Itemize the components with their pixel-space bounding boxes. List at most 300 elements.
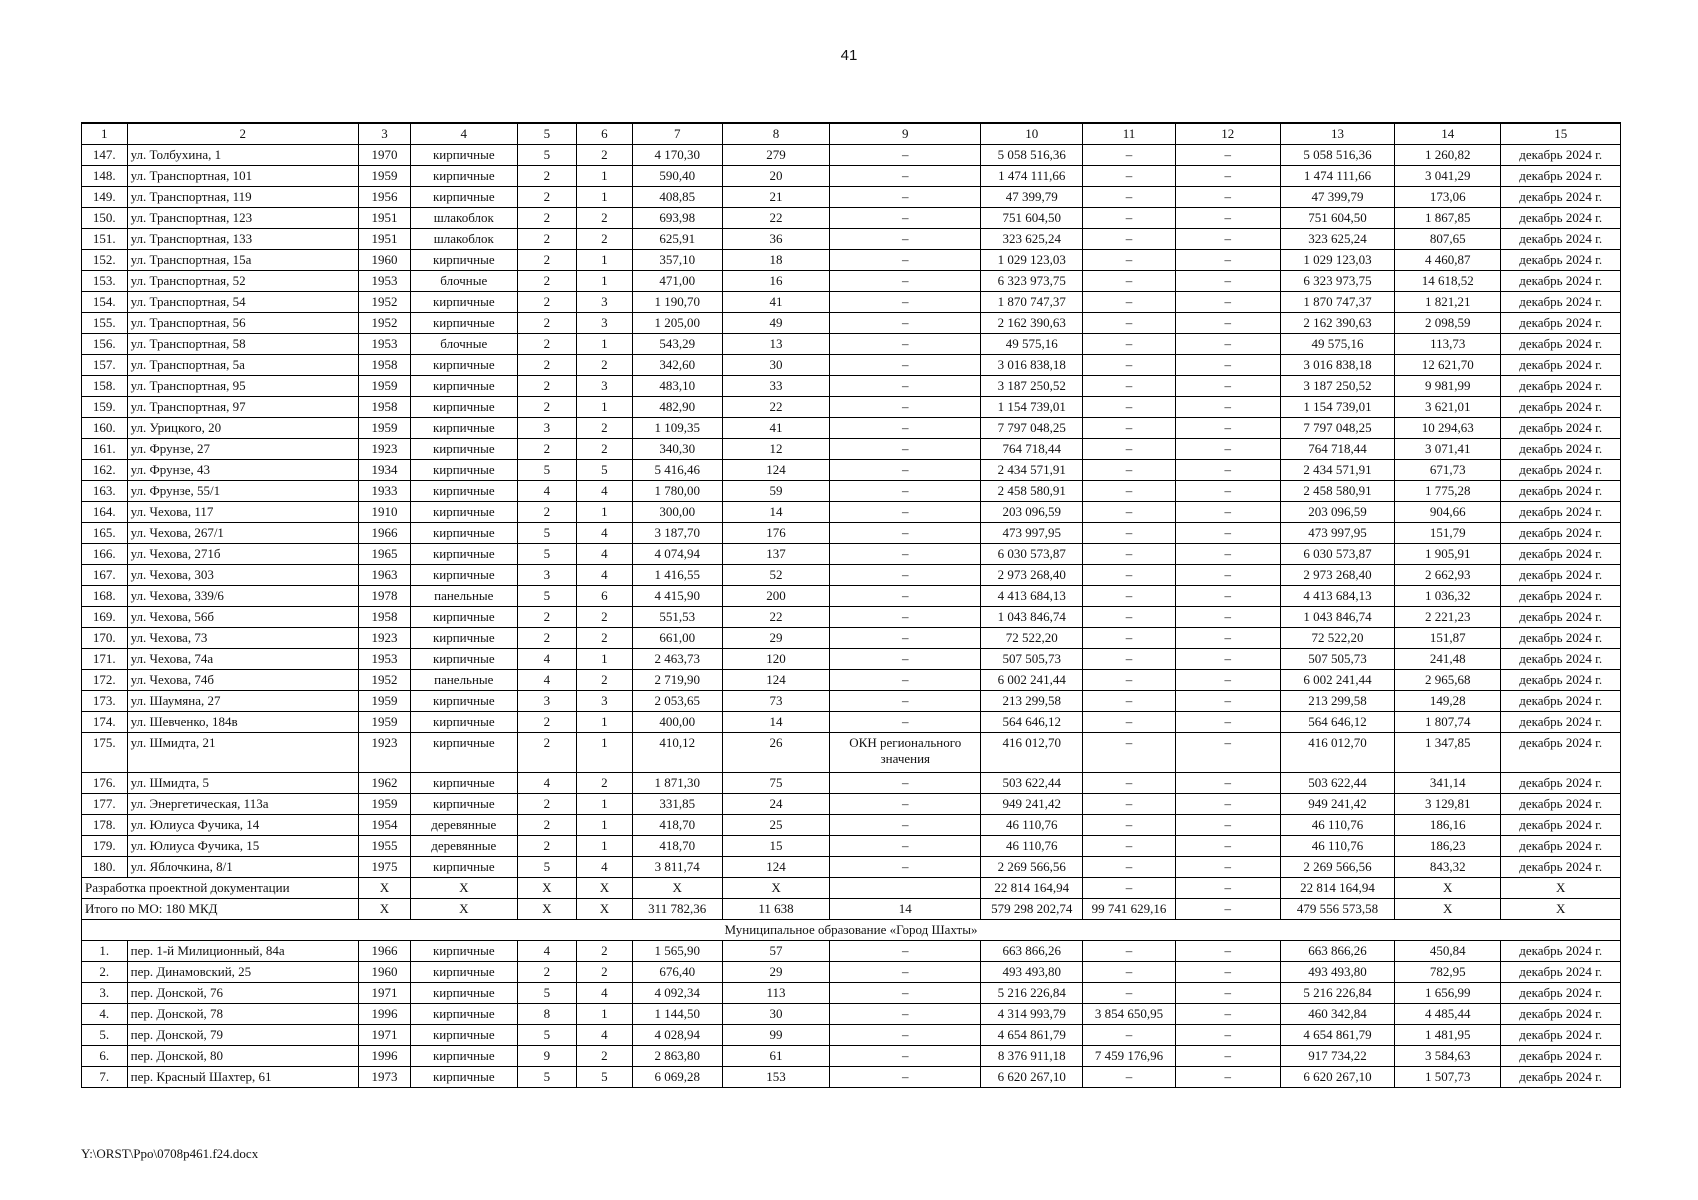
table-row <box>82 523 1621 544</box>
table-cell: декабрь 2024 г. <box>1501 145 1621 166</box>
table-cell: 1934 <box>358 460 410 481</box>
table-cell: 2 <box>577 670 632 691</box>
table-cell: 16 <box>722 271 830 292</box>
table-cell: 26 <box>722 733 830 773</box>
table-cell: – <box>830 145 981 166</box>
table-cell: 1 <box>577 187 632 208</box>
table-cell: 41 <box>722 418 830 439</box>
table-cell: – <box>830 691 981 712</box>
table-cell: ОКН регионального значения <box>830 733 981 773</box>
table-cell: кирпичные <box>411 1004 517 1025</box>
table-cell: деревянные <box>411 836 517 857</box>
table-cell: 2 <box>517 397 577 418</box>
table-cell: декабрь 2024 г. <box>1501 1067 1621 1088</box>
table-cell: 2 <box>577 229 632 250</box>
table-cell: 676,40 <box>632 962 722 983</box>
table-cell: 340,30 <box>632 439 722 460</box>
table-cell: 482,90 <box>632 397 722 418</box>
table-cell: кирпичные <box>411 439 517 460</box>
table-cell: 2. <box>82 962 128 983</box>
table-cell: 479 556 573,58 <box>1280 899 1394 920</box>
table-cell: X <box>358 899 410 920</box>
table-cell: 4 092,34 <box>632 983 722 1004</box>
table-cell: – <box>1083 376 1175 397</box>
table-cell: 5 <box>517 460 577 481</box>
table-cell: – <box>830 313 981 334</box>
table-cell: 1 481,95 <box>1395 1025 1501 1046</box>
table-cell: 764 718,44 <box>981 439 1083 460</box>
table-cell: пер. Донской, 76 <box>127 983 358 1004</box>
table-cell: 2 973 268,40 <box>1280 565 1394 586</box>
column-header: 3 <box>358 123 410 145</box>
table-cell: 2 458 580,91 <box>981 481 1083 502</box>
design-documentation-row <box>82 878 1621 899</box>
table-cell: 4 654 861,79 <box>981 1025 1083 1046</box>
table-row <box>82 313 1621 334</box>
table-cell: – <box>1175 397 1280 418</box>
table-cell: – <box>830 836 981 857</box>
table-row <box>82 271 1621 292</box>
table-cell: X <box>577 878 632 899</box>
table-cell: – <box>1083 941 1175 962</box>
table-cell: 2 973 268,40 <box>981 565 1083 586</box>
table-cell: – <box>830 712 981 733</box>
row-label: Разработка проектной документации <box>82 878 359 899</box>
table-cell: кирпичные <box>411 794 517 815</box>
table-cell: 6 620 267,10 <box>981 1067 1083 1088</box>
table-cell: X <box>632 878 722 899</box>
table-row <box>82 607 1621 628</box>
table-cell: – <box>1083 187 1175 208</box>
table-cell: 1 807,74 <box>1395 712 1501 733</box>
table-cell: кирпичные <box>411 1067 517 1088</box>
table-cell: – <box>1083 145 1175 166</box>
table-cell: ул. Транспортная, 95 <box>127 376 358 397</box>
table-cell: – <box>1175 983 1280 1004</box>
table-cell: 1971 <box>358 983 410 1004</box>
table-cell: 2 <box>517 628 577 649</box>
table-cell: 473 997,95 <box>981 523 1083 544</box>
table-cell: – <box>1083 397 1175 418</box>
table-cell: декабрь 2024 г. <box>1501 1025 1621 1046</box>
table-cell: кирпичные <box>411 607 517 628</box>
table-cell: 173,06 <box>1395 187 1501 208</box>
table-row <box>82 502 1621 523</box>
table-cell: 1 <box>577 334 632 355</box>
table-cell: декабрь 2024 г. <box>1501 794 1621 815</box>
table-cell: 175. <box>82 733 128 773</box>
table-cell: пер. Красный Шахтер, 61 <box>127 1067 358 1088</box>
table-cell: декабрь 2024 г. <box>1501 649 1621 670</box>
table-cell: 1952 <box>358 313 410 334</box>
table-cell: 3 187 250,52 <box>1280 376 1394 397</box>
table-cell: – <box>1083 313 1175 334</box>
table-cell: 3 <box>577 691 632 712</box>
table-cell: 61 <box>722 1046 830 1067</box>
table-cell: 579 298 202,74 <box>981 899 1083 920</box>
table-cell: 1 154 739,01 <box>1280 397 1394 418</box>
table-cell: 7 797 048,25 <box>1280 418 1394 439</box>
table-cell: – <box>1175 691 1280 712</box>
table-cell: – <box>830 229 981 250</box>
table-cell: 693,98 <box>632 208 722 229</box>
table-cell: – <box>1083 962 1175 983</box>
table-cell: ул. Шмидта, 21 <box>127 733 358 773</box>
table-cell: 1956 <box>358 187 410 208</box>
table-cell: 473 997,95 <box>1280 523 1394 544</box>
table-cell: – <box>830 586 981 607</box>
table-row <box>82 145 1621 166</box>
table-cell: 172. <box>82 670 128 691</box>
table-cell: 149,28 <box>1395 691 1501 712</box>
table-cell: – <box>1083 208 1175 229</box>
table-cell: 1996 <box>358 1046 410 1067</box>
table-cell: декабрь 2024 г. <box>1501 544 1621 565</box>
table-cell: шлакоблок <box>411 208 517 229</box>
table-cell: 2 <box>517 502 577 523</box>
table-cell: декабрь 2024 г. <box>1501 460 1621 481</box>
table-cell: ул. Толбухина, 1 <box>127 145 358 166</box>
table-cell: пер. 1-й Милиционный, 84а <box>127 941 358 962</box>
table-cell: 6 069,28 <box>632 1067 722 1088</box>
table-cell: – <box>1175 670 1280 691</box>
column-header: 14 <box>1395 123 1501 145</box>
table-cell: 163. <box>82 481 128 502</box>
table-cell: 120 <box>722 649 830 670</box>
table-cell: – <box>1175 523 1280 544</box>
table-cell: 124 <box>722 670 830 691</box>
table-cell: 2 <box>577 628 632 649</box>
table-row <box>82 1025 1621 1046</box>
table-cell: 4 <box>517 481 577 502</box>
table-cell: 2 719,90 <box>632 670 722 691</box>
table-cell: 1953 <box>358 649 410 670</box>
table-cell: декабрь 2024 г. <box>1501 313 1621 334</box>
table-cell: декабрь 2024 г. <box>1501 187 1621 208</box>
table-cell: – <box>830 628 981 649</box>
table-cell: 3 854 650,95 <box>1083 1004 1175 1025</box>
table-cell: 671,73 <box>1395 460 1501 481</box>
table-cell: кирпичные <box>411 941 517 962</box>
table-row <box>82 376 1621 397</box>
table-cell: 2 <box>517 271 577 292</box>
table-cell: кирпичные <box>411 773 517 794</box>
table-cell: – <box>1083 439 1175 460</box>
table-cell: ул. Юлиуса Фучика, 15 <box>127 836 358 857</box>
table-cell: 4 413 684,13 <box>1280 586 1394 607</box>
table-cell: 1958 <box>358 607 410 628</box>
table-cell: 1959 <box>358 166 410 187</box>
table-cell: X <box>411 878 517 899</box>
table-cell: 1 <box>577 836 632 857</box>
table-cell: – <box>1175 878 1280 899</box>
table-cell: – <box>1083 712 1175 733</box>
table-cell: 11 638 <box>722 899 830 920</box>
table-cell: 1 775,28 <box>1395 481 1501 502</box>
table-cell: декабрь 2024 г. <box>1501 439 1621 460</box>
table-cell: 2 463,73 <box>632 649 722 670</box>
table-row <box>82 628 1621 649</box>
header-row <box>82 123 1621 145</box>
table-cell: 1923 <box>358 628 410 649</box>
table-cell <box>830 878 981 899</box>
table-cell: кирпичные <box>411 313 517 334</box>
table-cell: X <box>722 878 830 899</box>
table-cell: 22 <box>722 607 830 628</box>
table-cell: ул. Юлиуса Фучика, 14 <box>127 815 358 836</box>
table-cell: – <box>1175 355 1280 376</box>
table-cell: кирпичные <box>411 523 517 544</box>
table-cell: декабрь 2024 г. <box>1501 1046 1621 1067</box>
table-cell: 3. <box>82 983 128 1004</box>
table-cell: 1953 <box>358 334 410 355</box>
table-cell: – <box>830 334 981 355</box>
table-cell: кирпичные <box>411 649 517 670</box>
table-cell: ул. Транспортная, 15а <box>127 250 358 271</box>
table-cell: – <box>1175 1004 1280 1025</box>
table-row <box>82 815 1621 836</box>
table-cell: 4 <box>577 983 632 1004</box>
table-cell: 5 <box>517 586 577 607</box>
table-cell: – <box>830 271 981 292</box>
table-cell: 751 604,50 <box>981 208 1083 229</box>
table-cell: 1 <box>577 733 632 773</box>
table-cell: 564 646,12 <box>981 712 1083 733</box>
table-cell: 1 821,21 <box>1395 292 1501 313</box>
table-cell: декабрь 2024 г. <box>1501 773 1621 794</box>
table-cell: 1 474 111,66 <box>1280 166 1394 187</box>
table-cell: ул. Фрунзе, 55/1 <box>127 481 358 502</box>
table-cell: 52 <box>722 565 830 586</box>
table-cell: ул. Транспортная, 58 <box>127 334 358 355</box>
table-cell: – <box>1083 1025 1175 1046</box>
table-cell: ул. Транспортная, 101 <box>127 166 358 187</box>
table-cell: – <box>1175 607 1280 628</box>
table-cell: 2 965,68 <box>1395 670 1501 691</box>
table-cell: 1 <box>577 1004 632 1025</box>
table-cell: 2 <box>577 1046 632 1067</box>
table-cell: 1959 <box>358 691 410 712</box>
table-cell: 483,10 <box>632 376 722 397</box>
column-header: 10 <box>981 123 1083 145</box>
table-cell: 2 <box>517 376 577 397</box>
table-cell: 3 584,63 <box>1395 1046 1501 1067</box>
table-cell: 151. <box>82 229 128 250</box>
page-number: 41 <box>840 47 858 64</box>
table-cell: 167. <box>82 565 128 586</box>
table-cell: 1975 <box>358 857 410 878</box>
table-cell: 357,10 <box>632 250 722 271</box>
table-cell: кирпичные <box>411 397 517 418</box>
table-cell: 1963 <box>358 565 410 586</box>
table-row <box>82 397 1621 418</box>
table-cell: – <box>1175 250 1280 271</box>
table-cell: 663 866,26 <box>981 941 1083 962</box>
table-cell: декабрь 2024 г. <box>1501 523 1621 544</box>
table-row <box>82 460 1621 481</box>
table-cell: 2 <box>517 836 577 857</box>
table-cell: 416 012,70 <box>1280 733 1394 773</box>
table-cell: – <box>830 857 981 878</box>
table-row <box>82 439 1621 460</box>
table-cell: декабрь 2024 г. <box>1501 376 1621 397</box>
table-cell: – <box>830 502 981 523</box>
table-cell: декабрь 2024 г. <box>1501 962 1621 983</box>
table-cell: – <box>1175 376 1280 397</box>
table-cell: 30 <box>722 355 830 376</box>
table-cell: 460 342,84 <box>1280 1004 1394 1025</box>
table-cell: декабрь 2024 г. <box>1501 628 1621 649</box>
table-cell: 161. <box>82 439 128 460</box>
table-cell: – <box>830 565 981 586</box>
table-cell: – <box>830 1025 981 1046</box>
table-cell: – <box>830 670 981 691</box>
table-cell: – <box>1175 794 1280 815</box>
table-cell: 5 <box>517 145 577 166</box>
table-row <box>82 733 1621 773</box>
column-header: 15 <box>1501 123 1621 145</box>
table-cell: – <box>1083 878 1175 899</box>
table-cell: 171. <box>82 649 128 670</box>
table-cell: 4 654 861,79 <box>1280 1025 1394 1046</box>
table-cell: 300,00 <box>632 502 722 523</box>
table-cell: X <box>517 878 577 899</box>
table-cell: 1960 <box>358 250 410 271</box>
table-cell: 2 <box>517 208 577 229</box>
table-cell: 4 <box>577 481 632 502</box>
table-cell: 170. <box>82 628 128 649</box>
table-cell: 551,53 <box>632 607 722 628</box>
table-cell: 2 <box>577 773 632 794</box>
table-cell: 503 622,44 <box>1280 773 1394 794</box>
table-cell: 843,32 <box>1395 857 1501 878</box>
table-cell: – <box>1175 313 1280 334</box>
table-cell: 1 036,32 <box>1395 586 1501 607</box>
table-cell: 4 <box>577 523 632 544</box>
table-cell: 1952 <box>358 292 410 313</box>
table-cell: 1951 <box>358 229 410 250</box>
table-cell: 3 621,01 <box>1395 397 1501 418</box>
table-cell: 8 376 911,18 <box>981 1046 1083 1067</box>
table-cell: 29 <box>722 962 830 983</box>
table-cell: – <box>1083 355 1175 376</box>
table-cell: 4 074,94 <box>632 544 722 565</box>
table-cell: 22 814 164,94 <box>981 878 1083 899</box>
table-cell: 625,91 <box>632 229 722 250</box>
table-cell: – <box>1083 607 1175 628</box>
table-cell: 162. <box>82 460 128 481</box>
table-cell: 75 <box>722 773 830 794</box>
table-cell: кирпичные <box>411 187 517 208</box>
table-cell: 2 <box>577 962 632 983</box>
table-cell: 1 109,35 <box>632 418 722 439</box>
table-cell: 2 <box>577 941 632 962</box>
table-cell: 1973 <box>358 1067 410 1088</box>
table-row <box>82 187 1621 208</box>
table-cell: X <box>1501 878 1621 899</box>
table-cell: 3 <box>577 313 632 334</box>
table-cell: 904,66 <box>1395 502 1501 523</box>
table-cell: ул. Фрунзе, 27 <box>127 439 358 460</box>
table-cell: 166. <box>82 544 128 565</box>
table-cell: 1959 <box>358 376 410 397</box>
table-cell: декабрь 2024 г. <box>1501 208 1621 229</box>
table-cell: 41 <box>722 292 830 313</box>
table-cell: 410,12 <box>632 733 722 773</box>
table-cell: 949 241,42 <box>1280 794 1394 815</box>
table-cell: 6 030 573,87 <box>1280 544 1394 565</box>
table-cell: – <box>1083 418 1175 439</box>
table-cell: 5 <box>517 857 577 878</box>
table-cell: 341,14 <box>1395 773 1501 794</box>
table-cell: 36 <box>722 229 830 250</box>
table-cell: ул. Чехова, 117 <box>127 502 358 523</box>
column-header: 12 <box>1175 123 1280 145</box>
table-cell: 1 043 846,74 <box>1280 607 1394 628</box>
table-cell: 3 811,74 <box>632 857 722 878</box>
table-row <box>82 941 1621 962</box>
table-cell: 3 129,81 <box>1395 794 1501 815</box>
table-cell: 151,79 <box>1395 523 1501 544</box>
table-cell: 12 621,70 <box>1395 355 1501 376</box>
table-cell: 2 434 571,91 <box>1280 460 1394 481</box>
table-cell: 4 413 684,13 <box>981 586 1083 607</box>
table-cell: 311 782,36 <box>632 899 722 920</box>
table-cell: 21 <box>722 187 830 208</box>
table-cell: 2 <box>577 145 632 166</box>
table-cell: 157. <box>82 355 128 376</box>
table-cell: – <box>1175 628 1280 649</box>
table-cell: кирпичные <box>411 481 517 502</box>
table-cell: 2 434 571,91 <box>981 460 1083 481</box>
table-cell: кирпичные <box>411 502 517 523</box>
table-cell: – <box>830 1004 981 1025</box>
table-cell: декабрь 2024 г. <box>1501 857 1621 878</box>
table-cell: кирпичные <box>411 628 517 649</box>
table-cell: декабрь 2024 г. <box>1501 355 1621 376</box>
table-row <box>82 544 1621 565</box>
table-cell: 1933 <box>358 481 410 502</box>
table-cell: 4 <box>517 670 577 691</box>
table-cell: – <box>1175 1067 1280 1088</box>
table-cell: декабрь 2024 г. <box>1501 670 1621 691</box>
table-cell: ул. Шмидта, 5 <box>127 773 358 794</box>
table-cell: 2 <box>577 355 632 376</box>
table-cell: 151,87 <box>1395 628 1501 649</box>
table-cell: 1 <box>577 712 632 733</box>
table-cell: декабрь 2024 г. <box>1501 418 1621 439</box>
table-cell: 124 <box>722 460 830 481</box>
table-cell: 3 <box>577 376 632 397</box>
table-cell: 1966 <box>358 523 410 544</box>
table-cell: 6 002 241,44 <box>981 670 1083 691</box>
table-cell: кирпичные <box>411 145 517 166</box>
table-cell: – <box>1083 773 1175 794</box>
table-cell: 1 871,30 <box>632 773 722 794</box>
table-cell: – <box>1175 187 1280 208</box>
table-cell: – <box>830 250 981 271</box>
table-cell: 20 <box>722 166 830 187</box>
table-cell: 751 604,50 <box>1280 208 1394 229</box>
table-row <box>82 481 1621 502</box>
table-cell: 1 <box>577 815 632 836</box>
table-cell: 1 <box>577 166 632 187</box>
table-cell: ул. Чехова, 74а <box>127 649 358 670</box>
table-cell: – <box>1083 229 1175 250</box>
table-cell: – <box>1175 773 1280 794</box>
table-cell: 1958 <box>358 397 410 418</box>
table-cell: 168. <box>82 586 128 607</box>
